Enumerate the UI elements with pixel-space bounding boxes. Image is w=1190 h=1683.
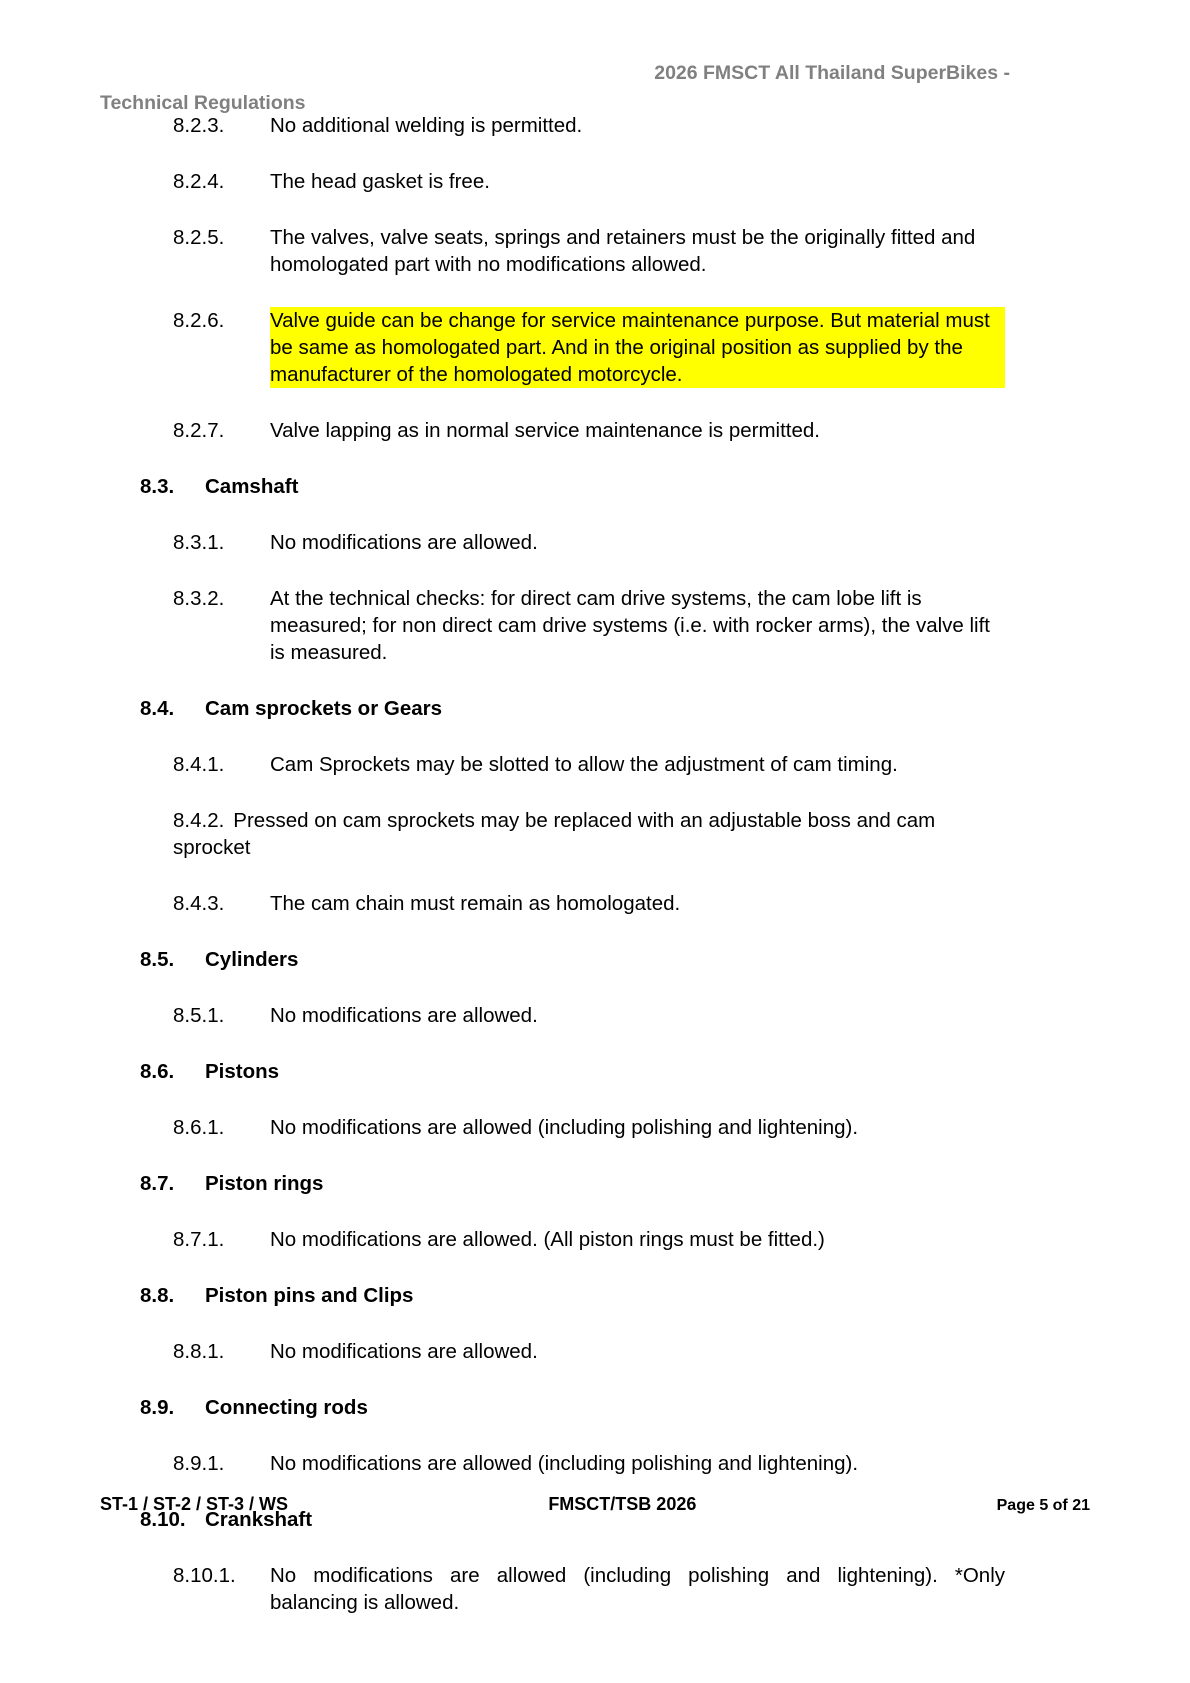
section-heading-number: 8.3. (140, 475, 175, 498)
header-title-line1: 2026 FMSCT All Thailand SuperBikes - (654, 62, 1010, 84)
clause (0, 112, 1190, 139)
clause-number: 8.9.1. (173, 1452, 225, 1475)
clause (0, 585, 1190, 666)
page-footer (100, 1494, 1090, 1515)
section-heading (0, 946, 1190, 973)
clause-number: 8.5.1. (173, 1004, 225, 1027)
clause (0, 417, 1190, 444)
clause-text: No modifications are allowed (including polishing and lightening). (270, 1116, 859, 1139)
clause-number: 8.2.3. (173, 114, 225, 137)
footer-document-id: FMSCT/TSB 2026 (548, 1494, 697, 1514)
clause (0, 751, 1190, 778)
section-heading-title: Camshaft (205, 475, 299, 498)
clause-number: 8.4.1. (173, 753, 225, 776)
clause (0, 224, 1190, 278)
clause-number: 8.10.1. (173, 1564, 236, 1587)
clause-text: No modifications are allowed. (270, 1004, 538, 1027)
clause-text: No modifications are allowed. (270, 1340, 538, 1363)
section-heading (0, 1282, 1190, 1309)
clause-number: 8.2.6. (173, 309, 225, 332)
section-heading-number: 8.8. (140, 1284, 175, 1307)
footer-page-number: Page 5 of 21 (996, 1497, 1090, 1514)
section-heading-title: Connecting rods (205, 1396, 368, 1419)
clause (0, 1562, 1190, 1616)
clause-number: 8.4.3. (173, 892, 225, 915)
section-heading (0, 1170, 1190, 1197)
clause-text-highlighted: Valve guide can be change for service maintenance purpose. But material must be same as homologated part. And in the original position as supplied by the manufacturer of the homologated motorcycle. (270, 307, 1005, 388)
clause (0, 1226, 1190, 1253)
clause-number: 8.3.1. (173, 531, 225, 554)
section-heading (0, 1394, 1190, 1421)
page-header (100, 58, 1010, 118)
clause-text: No modifications are allowed (including polishing and lightening). *Only balancing is allowed. (270, 1564, 1005, 1614)
clause-text: Valve lapping as in normal service maintenance is permitted. (270, 419, 820, 442)
header-title-line2: Technical Regulations (100, 92, 306, 114)
clause-number: 8.6.1. (173, 1116, 225, 1139)
clause-text: The cam chain must remain as homologated. (270, 892, 681, 915)
clause-text: No modifications are allowed. (270, 531, 538, 554)
clause-inline-wrap (173, 807, 1005, 861)
footer-class-codes: ST-1 / ST-2 / ST-3 / WS (100, 1494, 289, 1514)
clause-text: The head gasket is free. (270, 170, 490, 193)
section-heading-title: Piston pins and Clips (205, 1284, 414, 1307)
clause (0, 529, 1190, 556)
section-heading-title: Crankshaft (205, 1508, 313, 1531)
clause-number: 8.3.2. (173, 587, 225, 610)
clause-number: 8.7.1. (173, 1228, 225, 1251)
clause-text: No modifications are allowed (including polishing and lightening). (270, 1452, 859, 1475)
clause-text: No additional welding is permitted. (270, 114, 583, 137)
section-heading-title: Pistons (205, 1060, 280, 1083)
clause (0, 307, 1190, 388)
clause (0, 807, 1190, 861)
section-heading-title: Cam sprockets or Gears (205, 697, 443, 720)
clause-text: The valves, valve seats, springs and retainers must be the originally fitted and homologated part with no modifications allowed. (270, 226, 976, 276)
clause (0, 168, 1190, 195)
clause-number: 8.2.5. (173, 226, 225, 249)
section-heading (0, 695, 1190, 722)
clause (0, 890, 1190, 917)
section-heading (0, 1058, 1190, 1085)
section-heading-number: 8.5. (140, 948, 175, 971)
clause-number: 8.2.7. (173, 419, 225, 442)
clause-text: At the technical checks: for direct cam drive systems, the cam lobe lift is measured; for non direct cam drive systems (i.e. with rocker arms), the valve lift is measured. (270, 587, 991, 664)
section-heading-number: 8.7. (140, 1172, 175, 1195)
section-heading-title: Piston rings (205, 1172, 324, 1195)
clause-number: 8.2.4. (173, 170, 225, 193)
document-body (0, 112, 1190, 1645)
section-heading-title: Cylinders (205, 948, 299, 971)
clause (0, 1002, 1190, 1029)
section-heading-number: 8.4. (140, 697, 175, 720)
clause (0, 1338, 1190, 1365)
clause-number: 8.8.1. (173, 1340, 225, 1363)
section-heading (0, 473, 1190, 500)
clause-text: Pressed on cam sprockets may be replaced with an adjustable boss and cam sprocket (173, 809, 936, 859)
clause (0, 1114, 1190, 1141)
section-heading-number: 8.10. (140, 1508, 186, 1531)
clause (0, 1450, 1190, 1477)
section-heading-number: 8.6. (140, 1060, 175, 1083)
clause-text: Cam Sprockets may be slotted to allow the adjustment of cam timing. (270, 753, 898, 776)
section-heading-number: 8.9. (140, 1396, 175, 1419)
clause-text: No modifications are allowed. (All piston rings must be fitted.) (270, 1228, 825, 1251)
clause-number: 8.4.2. (173, 809, 225, 832)
